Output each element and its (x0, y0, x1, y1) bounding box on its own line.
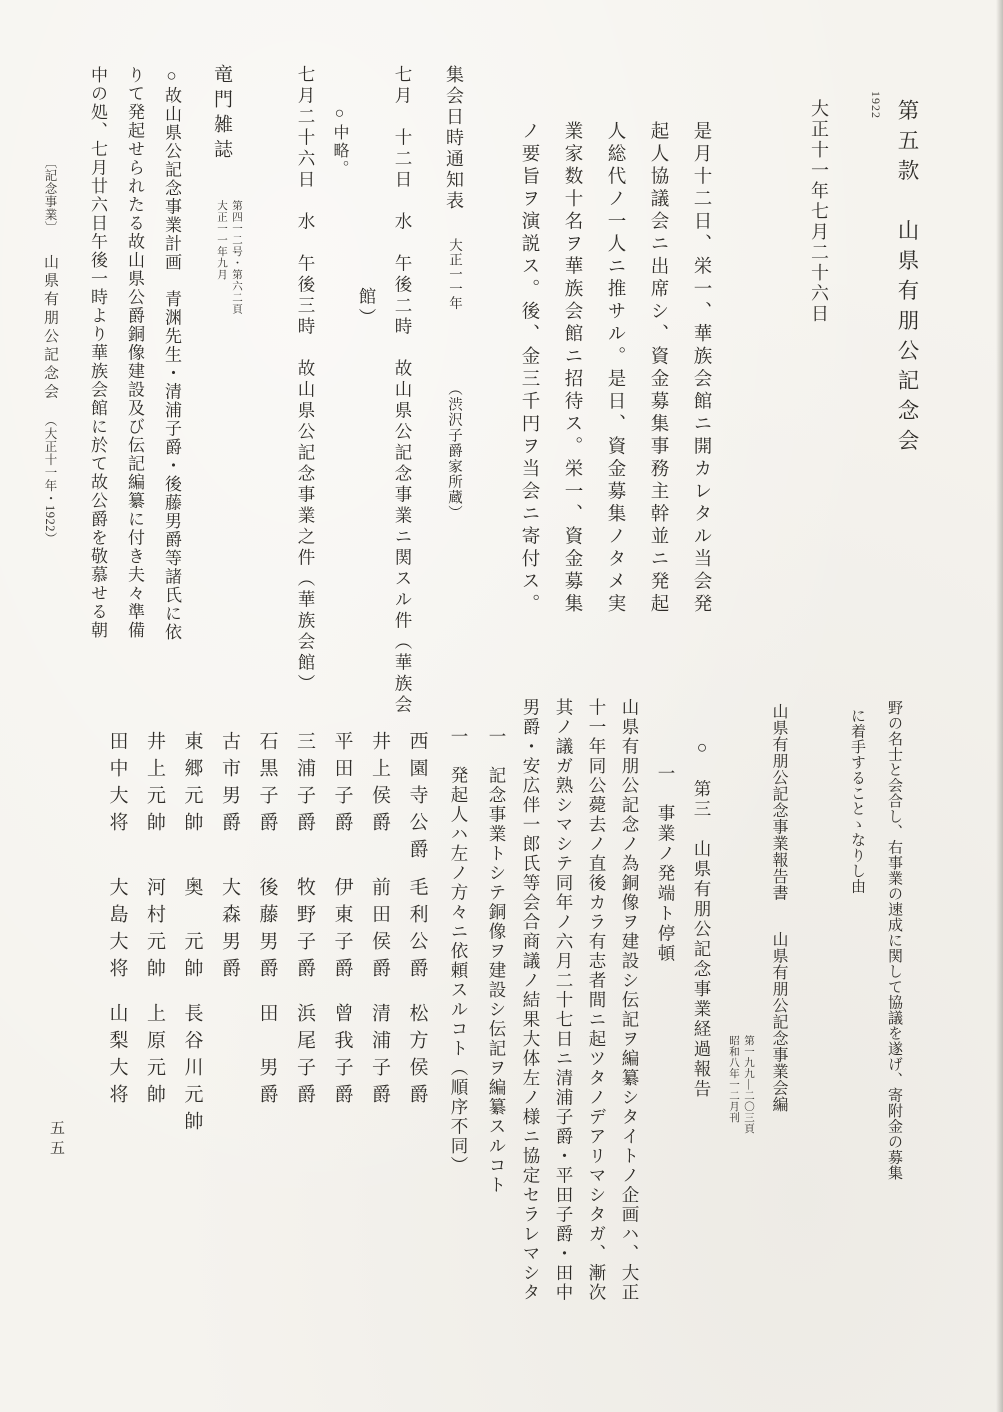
text-line: りて発起せられたる故山県公爵銅像建設及び伝記編纂に付き夫々準備 (125, 66, 144, 640)
resolution-item: 一 発起人ハ左ノ方々ニ依頼スルコト（順序不同） (449, 727, 469, 1176)
resolution-item: 一 記念事業トシテ銅像ヲ建設シ伝記ヲ編纂スルコト (487, 727, 507, 1195)
founder-name: 石黒子爵 (256, 731, 278, 839)
founder-name: 大島大将 (106, 877, 128, 985)
founder-name: 山梨大将 (106, 1003, 128, 1111)
text-line: 是月十二日、栄一、華族会館ニ開カレタル当会発 (691, 121, 711, 616)
founder-name: 田中大将 (106, 731, 128, 839)
journal-title-line (206, 64, 244, 315)
founder-name: 井上元帥 (144, 731, 165, 839)
founder-column (393, 731, 431, 1171)
report-text-block (514, 698, 646, 1328)
founder-name: 伊東子爵 (331, 877, 353, 985)
founder-name: 西園寺公爵 (406, 731, 428, 866)
text-line: に着手することゝなりし由 (849, 708, 865, 894)
founder-column (168, 731, 206, 1171)
ellipsis-note: ○中略。 (331, 105, 348, 178)
journal-citation (214, 200, 244, 315)
notice-title-line (425, 65, 483, 685)
journal-title: 竜門雑誌 (211, 64, 232, 164)
main-text-block (507, 121, 722, 681)
notice-era: 大正一一年 (447, 238, 462, 311)
founder-name: 東郷元帥 (181, 731, 203, 839)
founder-name: 大森男爵 (219, 877, 240, 985)
text-line: 業家数十名ヲ華族会館ニ招待ス。栄一、資金募集 (562, 121, 582, 616)
scan-edge-shadow (996, 0, 1003, 1412)
margin-year: （大正十一年・1922） (43, 414, 57, 545)
report-pages: 第一九九―二〇三頁 (743, 1035, 754, 1134)
journal-text-block (79, 66, 190, 666)
founder-name: 古市男爵 (219, 731, 240, 839)
notice-title: 集会日時通知表 (444, 65, 464, 212)
founder-name: 三浦子爵 (294, 731, 315, 839)
founder-name: 毛利公爵 (406, 877, 428, 985)
founder-name: 浜尾子爵 (294, 1003, 315, 1111)
journal-date: 大正一一年九月 (216, 200, 227, 281)
margin-label (40, 156, 61, 545)
founder-name: 平田子爵 (331, 731, 353, 839)
founder-column (281, 731, 319, 1171)
text-line: 山県有朋公記念ノ為銅像ヲ建設シ伝記ヲ編纂シタイトノ企画ハ、大正 (620, 698, 640, 1303)
report-published: 昭和八年一二月刊 (728, 1035, 739, 1123)
journal-heading (206, 64, 244, 315)
founder-name: 松方侯爵 (406, 1003, 428, 1111)
founder-column (131, 731, 169, 1171)
date-heading: 大正十一年七月二十六日 (809, 99, 829, 325)
founder-name: 曾我子爵 (331, 1003, 353, 1111)
founder-name: 後藤男爵 (256, 877, 278, 985)
resolution-list (440, 727, 516, 1217)
founder-name: 牧野子爵 (294, 877, 315, 985)
founder-name: 清浦子爵 (369, 1003, 390, 1111)
report-heading-block (726, 703, 800, 1183)
report-title: 山県有朋公記念事業報告書 (770, 703, 787, 901)
text-line: 男爵・安広伴一郎氏等会合商議ノ結果大体左ノ様ニ協定セラレマシタ (521, 698, 541, 1303)
notice-entry: 七月 十二日 水 午後二時 故山県公記念事業ニ関スル件（華族会 (393, 65, 413, 716)
margin-category: 〔記念事業〕 (43, 156, 57, 234)
report-title-line (756, 703, 800, 1183)
founder-name: 井上侯爵 (369, 731, 390, 839)
journal-issue: 第四一二号・第六二頁 (231, 200, 242, 315)
text-line: 中の処、七月廿六日午後一時より華族会館に於て故公爵を敬慕せる朝 (88, 66, 107, 640)
text-line: ノ要旨ヲ演説ス。後、金三千円ヲ当会ニ寄付ス。 (519, 121, 539, 616)
notice-entry-continuation: 館） (357, 287, 377, 329)
text-line: 野の名士と会合し、右事業の速成に関して協議を遂げ、寄附金の募集 (886, 700, 902, 1181)
founder-column (206, 731, 244, 1171)
text-line: 人総代ノ一人ニ推サル。是日、資金募集ノタメ実 (605, 121, 625, 616)
section-heading: 第五款 山県有朋公記念会 (895, 99, 919, 459)
report-section-block (648, 737, 720, 1100)
page-number: 五五 (48, 1120, 64, 1160)
founder-name: 河村元帥 (144, 877, 165, 985)
founder-name: 前田侯爵 (369, 877, 390, 985)
founder-column (93, 731, 131, 1171)
notice-source: （渋沢子爵家所蔵） (446, 380, 462, 520)
founder-name: 田 男爵 (256, 1003, 278, 1111)
founder-column (356, 731, 394, 1171)
founder-name (206, 1003, 244, 1163)
founder-name: 長谷川元帥 (181, 1003, 203, 1138)
year-note: 1922 (869, 91, 883, 119)
text-line: 起人協議会ニ出席シ、資金募集事務主幹並ニ発起 (648, 121, 668, 616)
carryover-text-block (838, 700, 912, 1220)
meeting-notice-block (288, 65, 483, 716)
founder-name: 上原元帥 (144, 1003, 165, 1111)
founder-column (318, 731, 356, 1171)
report-editor: 山県有朋公記念事業会編 (770, 931, 787, 1113)
founder-name: 奥 元帥 (181, 877, 203, 985)
report-section-heading: ○ 第三 山県有朋公記念事業経過報告 (692, 737, 712, 1100)
text-line: 其ノ議ガ熟シマシテ同年ノ六月二十七日ニ清浦子爵・平田子爵・田中 (554, 698, 574, 1303)
founders-list (93, 731, 431, 1171)
text-line: 十一年同公薨去ノ直後カラ有志者間ニ起ツタノデアリマシタガ、漸次 (587, 698, 607, 1303)
notice-entry: 七月二十六日 水 午後三時 故山県公記念事業之件（華族会館） (296, 65, 316, 695)
report-citation (726, 703, 756, 1183)
founder-column (243, 731, 281, 1171)
report-subsection: 一 事業ノ発端ト停頓 (656, 764, 676, 964)
margin-title: 山県有朋公記念会 (42, 254, 58, 402)
text-line: ○故山県公記念事業計画 青渊先生・清浦子爵・後藤男爵等諸氏に依 (162, 66, 181, 642)
